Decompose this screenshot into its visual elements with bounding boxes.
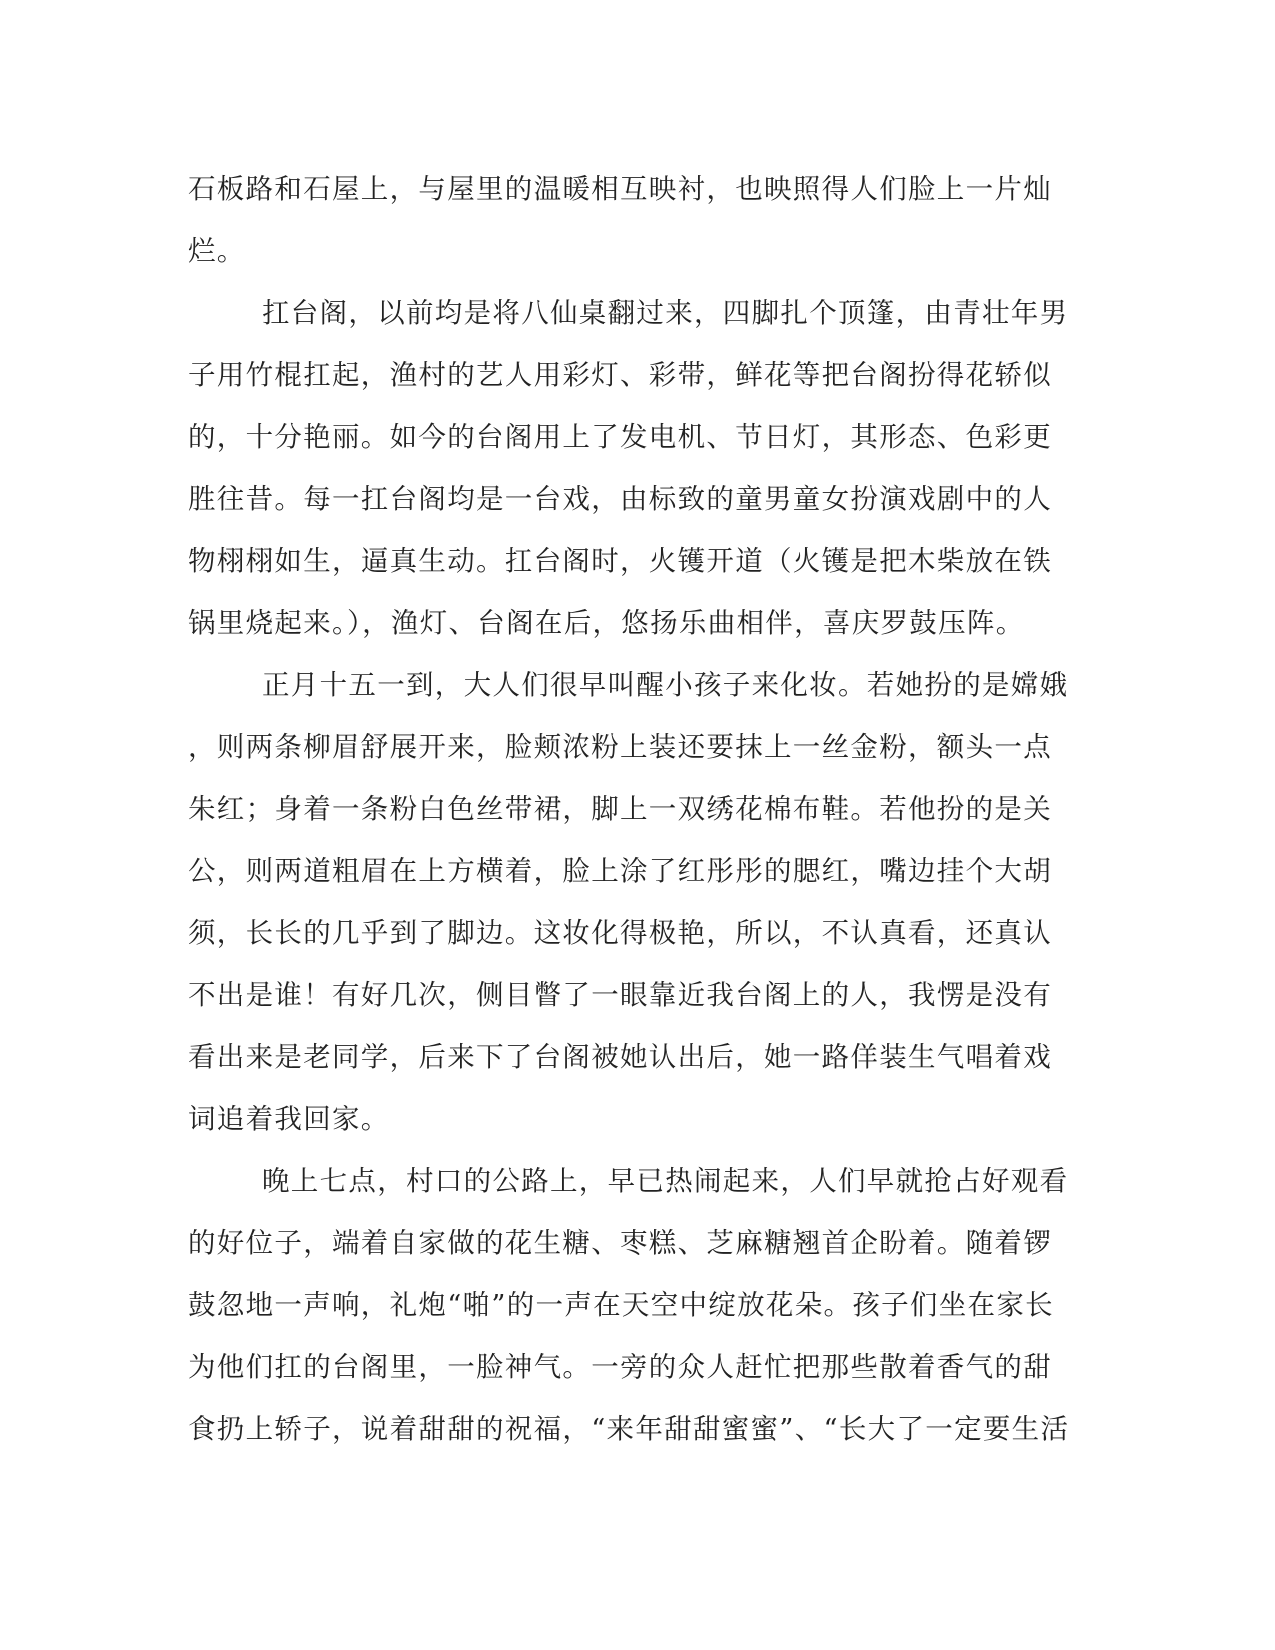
paragraph-3: [188, 654, 1068, 1150]
document-body: [188, 158, 1068, 1460]
text-line: 胜往昔。每一扛台阁均是一台戏，由标致的童男童女扮演戏剧中的人: [188, 483, 1052, 515]
text-line: 子用竹棍扛起，渔村的艺人用彩灯、彩带，鲜花等把台阁扮得花轿似: [188, 359, 1052, 391]
text-line: 的好位子，端着自家做的花生糖、枣糕、芝麻糖翘首企盼着。随着锣: [188, 1227, 1052, 1259]
text-line: 烂。: [188, 235, 246, 267]
text-line: ，则两条柳眉舒展开来，脸颊浓粉上装还要抹上一丝金粉，额头一点: [188, 731, 1052, 763]
text-line: 须，长长的几乎到了脚边。这妆化得极艳，所以，不认真看，还真认: [188, 917, 1052, 949]
text-line: 词追着我回家。: [188, 1103, 390, 1135]
text-line: 食扔上轿子，说着甜甜的祝福，“来年甜甜蜜蜜”、“长大了一定要生活: [188, 1413, 1070, 1445]
paragraph-2: [188, 282, 1068, 654]
text-line: 的，十分艳丽。如今的台阁用上了发电机、节日灯，其形态、色彩更: [188, 421, 1052, 453]
text-line: 不出是谁！有好几次，侧目瞥了一眼靠近我台阁上的人，我愣是没有: [188, 979, 1052, 1011]
text-line: 公，则两道粗眉在上方横着，脸上涂了红彤彤的腮红，嘴边挂个大胡: [188, 855, 1052, 887]
text-line: 正月十五一到，大人们很早叫醒小孩子来化妆。若她扮的是嫦娥: [262, 669, 1069, 701]
text-line: 鼓忽地一声响，礼炮“啪”的一声在天空中绽放花朵。孩子们坐在家长: [188, 1289, 1054, 1321]
paragraph-4: [188, 1150, 1068, 1460]
text-line: 扛台阁，以前均是将八仙桌翻过来，四脚扎个顶篷，由青壮年男: [262, 297, 1069, 329]
text-line: 石板路和石屋上，与屋里的温暖相互映衬，也映照得人们脸上一片灿: [188, 173, 1052, 205]
text-line: 看出来是老同学，后来下了台阁被她认出后，她一路佯装生气唱着戏: [188, 1041, 1052, 1073]
text-line: 物栩栩如生，逼真生动。扛台阁时，火镬开道（火镬是把木柴放在铁: [188, 545, 1052, 577]
text-line: 锅里烧起来。），渔灯、台阁在后，悠扬乐曲相伴，喜庆罗鼓压阵。: [188, 607, 1025, 639]
paragraph-1: [188, 158, 1068, 282]
text-line: 为他们扛的台阁里，一脸神气。一旁的众人赶忙把那些散着香气的甜: [188, 1351, 1052, 1383]
text-line: 朱红；身着一条粉白色丝带裙，脚上一双绣花棉布鞋。若他扮的是关: [188, 793, 1052, 825]
text-line: 晚上七点，村口的公路上，早已热闹起来，人们早就抢占好观看: [262, 1165, 1069, 1197]
